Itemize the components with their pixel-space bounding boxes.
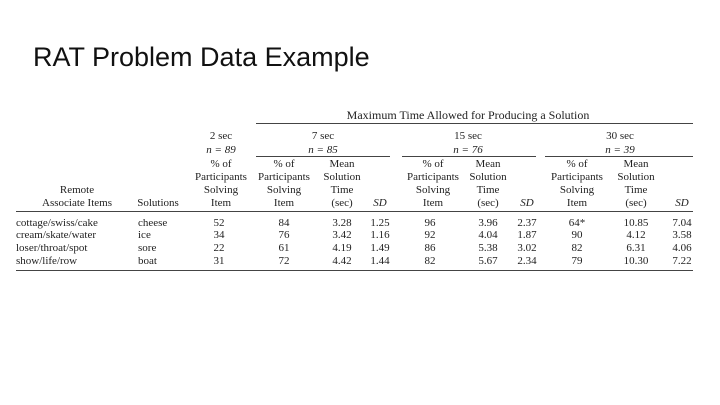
sub-pct-7-2: Participants xyxy=(258,171,310,183)
sub-mean-7-1: Mean xyxy=(329,158,355,170)
sub-pct-15-3: Solving xyxy=(415,184,451,196)
cell-sd15: 1.87 xyxy=(517,229,537,241)
cell-mean15: 3.96 xyxy=(478,217,498,229)
sub-pct-15-2: Participants xyxy=(407,171,459,183)
sub-sd-7: SD xyxy=(373,197,387,209)
cell-sd30: 7.04 xyxy=(672,217,692,229)
cell-sd30: 7.22 xyxy=(672,255,692,267)
pct-label-2sec-2: Participants xyxy=(195,171,247,183)
rule-15sec xyxy=(402,156,536,157)
max-time-header: Maximum Time Allowed for Producing a Solution xyxy=(346,108,590,122)
sub-sd-15: SD xyxy=(520,197,534,209)
sub-pct-15-4: Item xyxy=(422,197,444,209)
cell-items: cream/skate/water xyxy=(16,229,97,241)
cell-pct30: 90 xyxy=(571,229,583,241)
cell-pct7: 61 xyxy=(278,242,290,254)
pct-label-2sec-1: % of xyxy=(210,158,232,170)
time-7sec: 7 sec xyxy=(311,130,335,142)
n-15sec: n = 76 xyxy=(453,144,483,156)
rule-30sec xyxy=(545,156,693,157)
cell-pct2: 34 xyxy=(213,229,225,241)
sub-pct-30-1: % of xyxy=(566,158,588,170)
n-2sec: n = 89 xyxy=(206,144,236,156)
cell-sd7: 1.16 xyxy=(370,229,390,241)
sub-pct-7-4: Item xyxy=(273,197,295,209)
table-bottom-rule xyxy=(16,270,693,271)
sub-mean-15-1: Mean xyxy=(475,158,501,170)
time-30sec: 30 sec xyxy=(606,130,634,142)
cell-sd30: 4.06 xyxy=(672,242,692,254)
cell-pct7: 84 xyxy=(278,217,290,229)
col-remote-2: Associate Items xyxy=(42,197,112,209)
time-2sec: 2 sec xyxy=(209,130,233,142)
cell-pct30: 64* xyxy=(568,217,586,229)
sub-sd-30: SD xyxy=(675,197,689,209)
cell-mean15: 4.04 xyxy=(478,229,498,241)
cell-solution: ice xyxy=(138,229,151,241)
time-15sec: 15 sec xyxy=(454,130,482,142)
cell-pct30: 82 xyxy=(571,242,583,254)
cell-solution: sore xyxy=(138,242,157,254)
sub-pct-7-1: % of xyxy=(273,158,295,170)
header-rule xyxy=(256,123,693,124)
sub-mean-15-4: (sec) xyxy=(477,197,499,209)
sub-mean-15-3: Time xyxy=(476,184,500,196)
cell-sd15: 3.02 xyxy=(517,242,537,254)
cell-pct2: 22 xyxy=(213,242,225,254)
sub-mean-30-4: (sec) xyxy=(625,197,647,209)
rule-7sec xyxy=(256,156,390,157)
n-7sec: n = 85 xyxy=(308,144,338,156)
sub-pct-30-3: Solving xyxy=(559,184,595,196)
cell-solution: cheese xyxy=(138,217,168,229)
pct-label-2sec-3: Solving xyxy=(203,184,239,196)
sub-pct-30-4: Item xyxy=(566,197,588,209)
sub-pct-15-1: % of xyxy=(422,158,444,170)
col-solutions: Solutions xyxy=(137,197,179,209)
cell-sd30: 3.58 xyxy=(672,229,692,241)
sub-mean-30-1: Mean xyxy=(623,158,649,170)
sub-mean-7-4: (sec) xyxy=(331,197,353,209)
sub-pct-30-2: Participants xyxy=(551,171,603,183)
cell-pct15: 92 xyxy=(424,229,436,241)
cell-sd7: 1.25 xyxy=(370,217,390,229)
sub-mean-15-2: Solution xyxy=(469,171,507,183)
cell-items: show/life/row xyxy=(16,255,78,267)
cell-pct30: 79 xyxy=(571,255,583,267)
cell-items: loser/throat/spot xyxy=(16,242,88,254)
n-30sec: n = 39 xyxy=(605,144,635,156)
cell-pct2: 52 xyxy=(213,217,225,229)
sub-pct-7-3: Solving xyxy=(266,184,302,196)
cell-sd7: 1.49 xyxy=(370,242,390,254)
cell-sd15: 2.37 xyxy=(517,217,537,229)
cell-solution: boat xyxy=(138,255,157,267)
cell-sd7: 1.44 xyxy=(370,255,390,267)
slide-title: RAT Problem Data Example xyxy=(33,42,370,72)
cell-pct15: 86 xyxy=(424,242,436,254)
cell-mean7: 4.42 xyxy=(332,255,352,267)
cell-mean15: 5.38 xyxy=(478,242,498,254)
cell-mean30: 10.30 xyxy=(623,255,649,267)
sub-mean-30-3: Time xyxy=(624,184,648,196)
cell-pct7: 76 xyxy=(278,229,290,241)
cell-pct2: 31 xyxy=(213,255,225,267)
sub-mean-30-2: Solution xyxy=(617,171,655,183)
cell-mean7: 3.28 xyxy=(332,217,352,229)
cell-pct7: 72 xyxy=(278,255,290,267)
col-remote-1: Remote xyxy=(59,184,95,196)
cell-sd15: 2.34 xyxy=(517,255,537,267)
cell-mean30: 6.31 xyxy=(626,242,646,254)
header-bottom-rule xyxy=(16,211,693,212)
cell-mean7: 4.19 xyxy=(332,242,352,254)
sub-mean-7-3: Time xyxy=(330,184,354,196)
cell-mean15: 5.67 xyxy=(478,255,498,267)
sub-mean-7-2: Solution xyxy=(323,171,361,183)
cell-mean30: 10.85 xyxy=(623,217,649,229)
cell-items: cottage/swiss/cake xyxy=(16,217,98,229)
cell-mean7: 3.42 xyxy=(332,229,352,241)
cell-mean30: 4.12 xyxy=(626,229,646,241)
cell-pct15: 96 xyxy=(424,217,436,229)
pct-label-2sec-4: Item xyxy=(210,197,232,209)
cell-pct15: 82 xyxy=(424,255,436,267)
